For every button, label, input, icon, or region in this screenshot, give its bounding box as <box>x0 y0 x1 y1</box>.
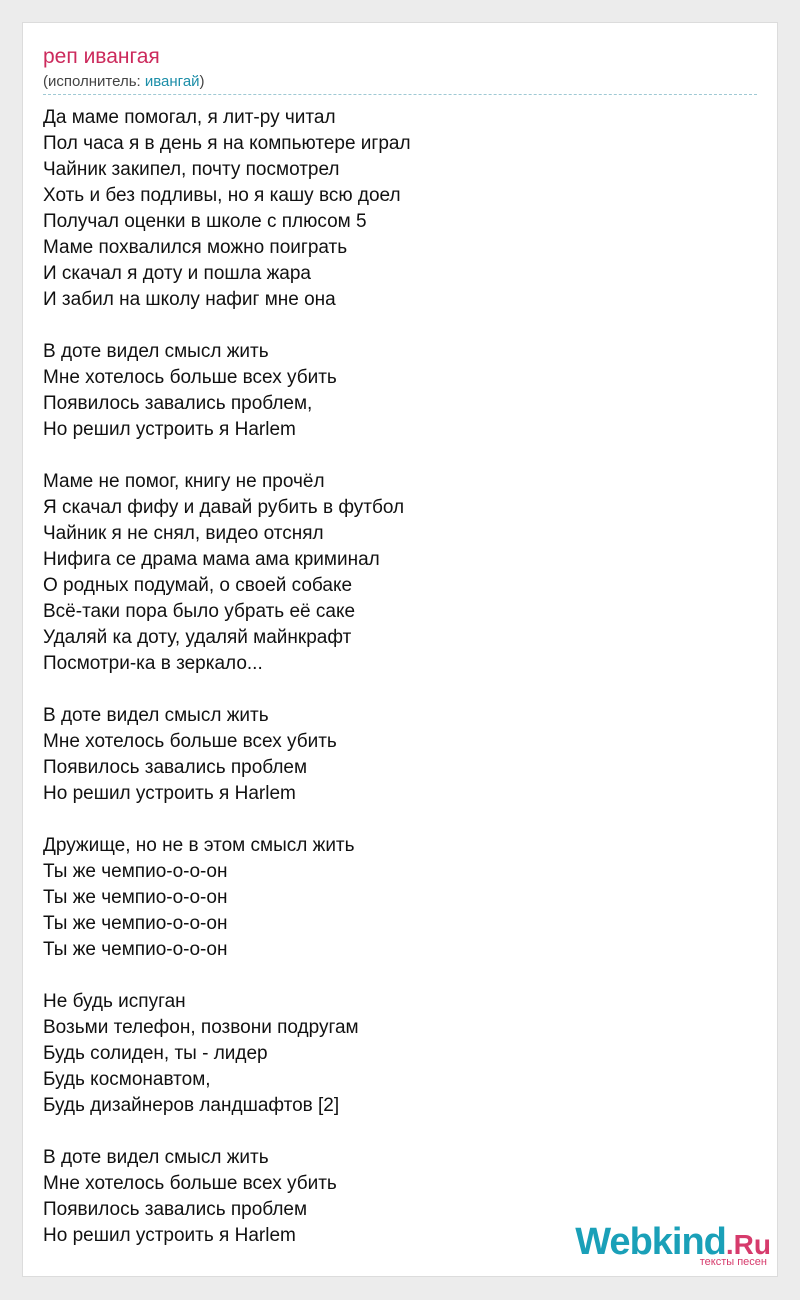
lyric-line: Пол часа я в день я на компьютере играл <box>43 133 411 154</box>
lyric-line: Всё-таки пора было убрать её саке <box>43 601 356 622</box>
lyric-line: И забил на школу нафиг мне она <box>43 289 336 310</box>
lyric-line: Мне хотелось больше всех убить <box>43 367 337 388</box>
lyric-line: Чайник закипел, почту посмотрел <box>43 159 340 180</box>
lyric-line: Удаляй ка доту, удаляй майнкрафт <box>43 627 352 648</box>
lyric-line: Возьми телефон, позвони подругам <box>43 1017 359 1038</box>
lyric-line: Мне хотелось больше всех убить <box>43 731 337 752</box>
lyric-line: В доте видел смысл жить <box>43 1147 269 1168</box>
lyric-line: Я скачал фифу и давай рубить в футбол <box>43 497 405 518</box>
logo-brand: Webkind <box>575 1221 726 1263</box>
lyric-line: Нифига се драма мама ама криминал <box>43 549 380 570</box>
lyrics-card <box>22 22 778 1277</box>
lyric-line: Посмотри-ка в зеркало... <box>43 653 263 674</box>
lyric-line: Получал оценки в школе с плюсом 5 <box>43 211 367 232</box>
stanza-gap <box>43 443 411 469</box>
lyric-line: Маме не помог, книгу не прочёл <box>43 471 325 492</box>
lyric-line: Дружище, но не в этом смысл жить <box>43 835 355 856</box>
lyric-line: И скачал я доту и пошла жара <box>43 263 311 284</box>
logo-tagline: тексты песен <box>699 1256 767 1268</box>
lyric-line: Да маме помогал, я лит-ру читал <box>43 107 336 128</box>
site-logo[interactable] <box>575 1221 771 1268</box>
lyric-line: Ты же чемпио-о-о-он <box>43 939 228 960</box>
lyric-line: Ты же чемпио-о-о-он <box>43 887 228 908</box>
stanza-gap <box>43 677 411 703</box>
lyric-line: Чайник я не снял, видео отснял <box>43 523 324 544</box>
lyric-line: Ты же чемпио-о-о-он <box>43 861 228 882</box>
lyric-line: Будь космонавтом, <box>43 1069 211 1090</box>
lyric-line: Ты же чемпио-о-о-он <box>43 913 228 934</box>
lyric-line: Но решил устроить я Harlem <box>43 419 296 440</box>
lyric-line: Появилось завались проблем <box>43 1199 308 1220</box>
divider <box>43 94 757 95</box>
lyric-line: В доте видел смысл жить <box>43 705 269 726</box>
lyrics-body <box>43 105 411 1249</box>
lyric-line: Будь солиден, ты - лидер <box>43 1043 268 1064</box>
artist-prefix: (исполнитель: <box>43 73 145 90</box>
artist-suffix: ) <box>199 73 205 90</box>
stanza-gap <box>43 1119 411 1145</box>
stanza-gap <box>43 313 411 339</box>
artist-line <box>43 73 205 90</box>
lyric-line: Появилось завались проблем <box>43 757 308 778</box>
stanza-gap <box>43 807 411 833</box>
lyric-line: В доте видел смысл жить <box>43 341 269 362</box>
artist-link[interactable]: ивангай <box>144 73 200 90</box>
lyric-line: Будь дизайнеров ландшафтов [2] <box>43 1095 340 1116</box>
lyric-line: Хоть и без подливы, но я кашу всю доел <box>43 185 401 206</box>
lyric-line: Но решил устроить я Harlem <box>43 783 296 804</box>
lyric-line: Мне хотелось больше всех убить <box>43 1173 337 1194</box>
stanza-gap <box>43 963 411 989</box>
song-title: реп ивангая <box>43 45 160 68</box>
lyric-line: Появилось завались проблем, <box>43 393 313 414</box>
logo-tld: .Ru <box>725 1229 771 1260</box>
lyric-line: Но решил устроить я Harlem <box>43 1225 296 1246</box>
lyric-line: Маме похвалился можно поиграть <box>43 237 348 258</box>
lyric-line: О родных подумай, о своей собаке <box>43 575 353 596</box>
lyric-line: Не будь испуган <box>43 991 186 1012</box>
